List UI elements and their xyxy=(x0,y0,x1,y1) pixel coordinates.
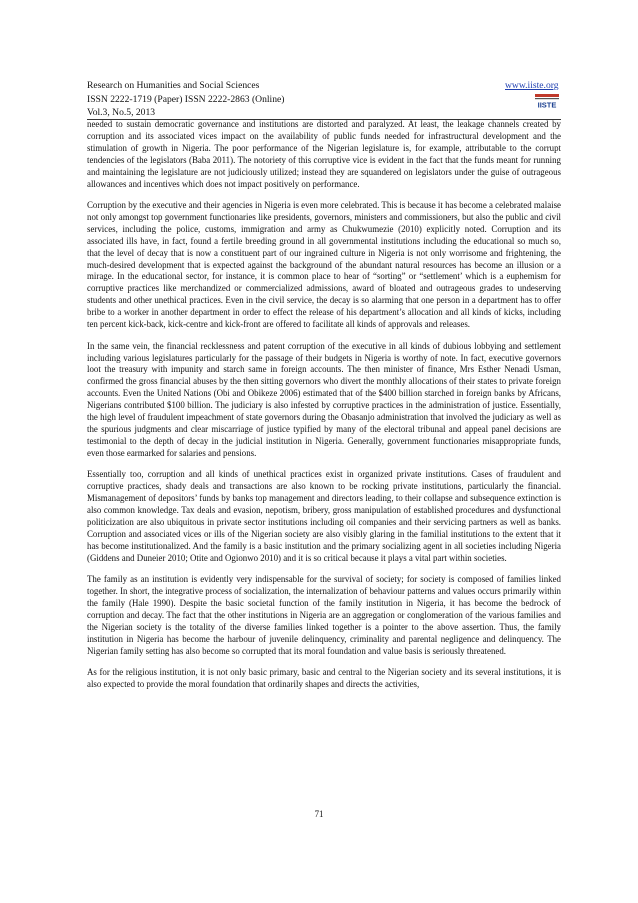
journal-website-link[interactable]: www.iiste.org xyxy=(505,80,559,91)
svg-text:IISTE: IISTE xyxy=(537,100,557,109)
journal-header xyxy=(87,79,561,120)
paragraph: needed to sustain democratic governance and institutions are distorted and paralyzed. At least, the leakage channels created by corruption and its associated vices impact on the availability of public funds needed for infrastructural development and the stimulation of growth in Nigeria. The poor performance of the Nigerian legislature is, for example, attributable to the corrupt tendencies of the legislators (Baba 2011). The notoriety of this corruptive vice is evident in the fact that the funds meant for running and maintaining the legislature are not judiciously utilized; instead they are squandered on legislators under the guise of outrageous allowances and incentives which does not impact positively on performance. xyxy=(87,119,561,189)
journal-issn: ISSN 2222-1719 (Paper) ISSN 2222-2863 (Online) xyxy=(87,93,285,105)
paragraph: As for the religious institution, it is not only basic primary, basic and central to the Nigerian society and its several institutions, it is also expected to provide the moral foundation that ordinarily shapes and directs the activities, xyxy=(87,667,561,689)
article-body xyxy=(87,119,561,700)
paragraph: In the same vein, the financial recklessness and patent corruption of the executive in all kinds of dubious lobbying and settlement including various legislatures particularly for the passage of their budgets in Nigeria is worthy of note. In fact, executive governors loot the treasury with impunity and starch same in foreign accounts. The then minister of finance, Mrs Esther Nenadi Usman, confirmed the gross financial abuses by the then sitting governors who divert the monthly allocations of their states to private foreign accounts. Even the United Nations (Obi and Obikeze 2006) estimated that of the $400 billion starched in foreign banks by Africans, Nigerians contributed $100 billion. The judiciary is also infested by corruptive practices in the administration of justice. Essentially, the high level of fraudulent impeachment of state governors during the Obasanjo administration that involved the judiciary as well as the spurious judgments and clear miscarriage of justice typified by many of the electoral tribunal and appeal panel decisions are testimonial to the depth of decay in the judicial institution in Nigeria. Generally, government functionaries misappropriate funds, even those earmarked for salaries and pensions. xyxy=(87,340,561,458)
paragraph: The family as an institution is evidently very indispensable for the survival of society; for society is composed of families linked together. In short, the integrative process of socialization, the internalization of behaviour patterns and values occurs primarily within the family (Hale 1990). Despite the basic societal function of the family institution in Nigeria, it has become the bedrock of corruption and decay. The fact that the other institutions in Nigeria are an aggregation or conglomeration of the various families and the Nigerian society is the totality of the diverse families linked together is a pointer to the above assertion. Thus, the family institution in Nigeria has become the harbour of juvenile delinquency, criminality and parental negligence and delinquency. The Nigerian family setting has also become so corrupted that its moral foundation and value basis is seriously threatened. xyxy=(87,574,561,656)
paragraph: Corruption by the executive and their agencies in Nigeria is even more celebrated. This is because it has become a celebrated malaise not only amongst top government functionaries like presidents, governors, ministers and commissioners, but also the public and civil services, including the police, customs, immigration and army as Chukwumezie (2010) explicitly noted. Corruption and its associated ills have, in fact, found a fertile breeding ground in all governmental institutions including the educational so much so, that the level of decay that is now a constituent part of our ingrained culture in Nigeria is not only worrisome and frightening, the much-desired development that is expected against the background of the abundant natural resources has become an illusion or a mirage. In the educational sector, for instance, it is common place to hear of “sorting” or “settlement’ which is a euphemism for corruptive practices like merchandized or commercialized admissions, award of bloated and outrageous grades to undeserving students and other unethical practices. Even in the civil service, the decay is so alarming that one person in a department has to offer bribe to a worker in another department in order to effect the release of his department’s allocation and all kinds of kicks, including ten percent kick-back, kick-centre and kick-front are offered to facilitate all kinds of approvals and releases. xyxy=(87,200,561,330)
journal-volume: Vol.3, No.5, 2013 xyxy=(87,107,156,118)
journal-title: Research on Humanities and Social Sciences xyxy=(87,80,260,91)
iiste-logo xyxy=(534,93,560,109)
paragraph: Essentially too, corruption and all kinds of unethical practices exist in organized private institutions. Cases of fraudulent and corruptive practices, shady deals and transactions are also known to be rocking private institutions, particularly the financial. Mismanagement of depositors’ funds by banks top management and directors leading, to their collapse and subsequence extinction is also common knowledge. Tax deals and evasion, nepotism, bribery, gross manipulation of established procedures and dysfunctional politicization are also ubiquitous in private sector institutions including oil companies and their servicing partners as well as banks. Corruption and associated vices or ills of the Nigerian society are also visibly glaring in the familial institutions to the extent that it has become institutionalized. And the family is a basic institution and the primary socializing agent in all societies including Nigeria (Giddens and Duneier 2010; Otite and Ogionwo 2010) and it is so critical because it plays a vital part within societies. xyxy=(87,469,561,563)
page-number: 71 xyxy=(314,809,324,819)
